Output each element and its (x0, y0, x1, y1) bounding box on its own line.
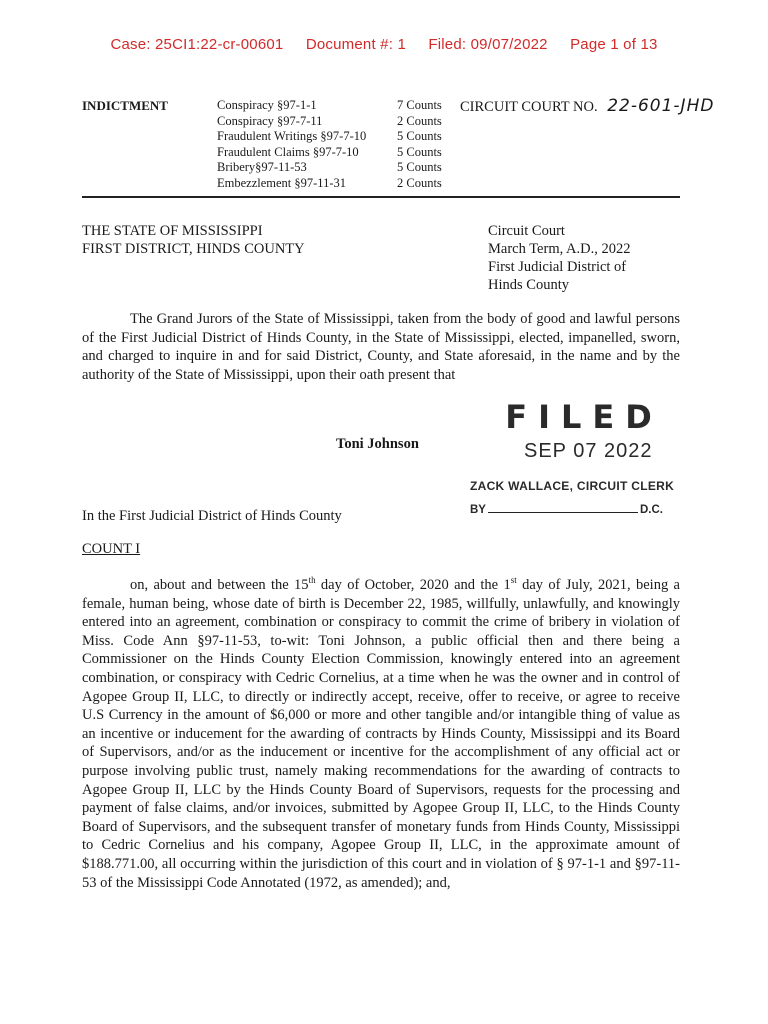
charge-name: Embezzlement §97-11-31 (217, 175, 347, 190)
state-designation (82, 222, 305, 258)
charge-row (217, 129, 457, 145)
charge-row (217, 114, 457, 130)
count-heading: COUNT I (82, 541, 141, 557)
charge-count: 2 Counts (397, 175, 442, 190)
page-indicator: Page 1 of 13 (570, 36, 658, 53)
filed-stamp-word: FILED (505, 398, 663, 436)
jurisdiction-line: In the First Judicial District of Hinds County (82, 508, 342, 524)
ordinal-suffix: th (308, 575, 316, 586)
charge-count: 5 Counts (397, 144, 442, 159)
term-line: March Term, A.D., 2022 (488, 241, 631, 257)
count-text-start: on, about and between the 15 (130, 577, 309, 593)
charge-count: 7 Counts (397, 98, 442, 112)
court-line: Circuit Court (488, 223, 565, 239)
charge-name: Fraudulent Writings §97-7-10 (217, 129, 367, 143)
charge-count: 5 Counts (397, 129, 442, 143)
clerk-name: ZACK WALLACE, CIRCUIT CLERK (470, 479, 675, 493)
charge-name: Conspiracy §97-7-11 (217, 113, 323, 128)
filed-stamp-date: SEP 07 2022 (524, 440, 653, 462)
filed-stamp (470, 398, 680, 516)
grand-jury-paragraph: The Grand Jurors of the State of Mississippi, taken from the body of good and lawful persons of the First Judicial District of Hinds County, in the State of Mississippi, elected, impanelled, sworn, and charged to inquire in and for said District, County, and State aforesaid, in the name and by the authority of the State of Mississippi, upon their oath present that (82, 311, 680, 383)
filed-date-header: Filed: 09/07/2022 (428, 36, 548, 53)
caption-divider (82, 196, 680, 198)
charge-count: 5 Counts (397, 160, 442, 174)
charge-name: Conspiracy §97-1-1 (217, 98, 317, 112)
county-line: Hinds County (488, 277, 569, 293)
indictment-caption (82, 96, 715, 194)
charge-row (217, 176, 457, 192)
charge-name: Fraudulent Claims §97-7-10 (217, 144, 359, 159)
deputy-clerk-line (470, 502, 680, 516)
ordinal-suffix: st (510, 575, 517, 586)
signature-blank (488, 502, 638, 513)
charge-row (217, 145, 457, 161)
district-line-header: FIRST DISTRICT, HINDS COUNTY (82, 241, 305, 257)
indictment-title: INDICTMENT (82, 98, 168, 113)
count-one-paragraph (82, 576, 680, 892)
court-number-label: CIRCUIT COURT NO. (460, 99, 598, 115)
court-number-handwritten: 22-601-JHD (607, 96, 715, 116)
state-line: THE STATE OF MISSISSIPPI (82, 223, 263, 239)
case-number: Case: 25CI1:22-cr-00601 (110, 36, 284, 53)
case-header-stamp (0, 36, 768, 53)
document-number: Document #: 1 (305, 36, 406, 53)
charge-row (217, 160, 457, 176)
circuit-court-number (460, 96, 714, 116)
count-text-rest: day of July, 2021, being a female, human being, whose date of birth is December 22, 1985, willfully, unlawfully, and knowingly entered into an agreement, combination or conspiracy to commit the crime of bribery in violation of Miss. Code Ann §97-11-53, to-wit: Toni Johnson, a public official then and there being a Commissioner on the Hinds County Election Commission, knowingly entered into an agreement combination, or conspiracy with Cedric Cornelius, at a time when he was the owner and in control of Agopee Group II, LLC, to directly or indirectly accept, receive, offer to receive, or agree to receive U.S Currency in the amount of $6,000 or more and other tangible and/or intangible thing of value as an incentive or inducement for the awarding of contracts by Hinds County, Mississippi and its Board of Supervisors, and/or as the inducement or incentive for the accomplishment of any official act or purpose involving public trust, namely making recommendations for the awarding of contracts to Agopee Group II, LLC by the Hinds County Board of Supervisors, requests for the processing and payment of false claims, and/or invoices, submitted by Agopee Group II, LLC, to the Hinds County Board of Supervisors, and the subsequent transfer of monetary funds from Hinds County, Mississippi to Cedric Cornelius and his company, Agopee Group II, LLC, in the approximate amount of $188.771.00, all occurring within the jurisdiction of this court and in violation of § 97-1-1 and §97-11-53 of the Mississippi Code Annotated (1972, as amended); and, (82, 577, 680, 891)
dc-label: D.C. (639, 504, 663, 516)
defendant-name: Toni Johnson (336, 436, 419, 452)
charge-name: Bribery§97-11-53 (217, 160, 307, 174)
by-label: BY (470, 504, 486, 516)
charge-row (217, 98, 457, 114)
charge-count: 2 Counts (397, 113, 442, 128)
charges-list (217, 98, 457, 191)
court-term-block (488, 222, 631, 294)
judicial-district-line: First Judicial District of (488, 259, 627, 275)
count-text-middle: day of October, 2020 and the 1 (315, 577, 511, 593)
